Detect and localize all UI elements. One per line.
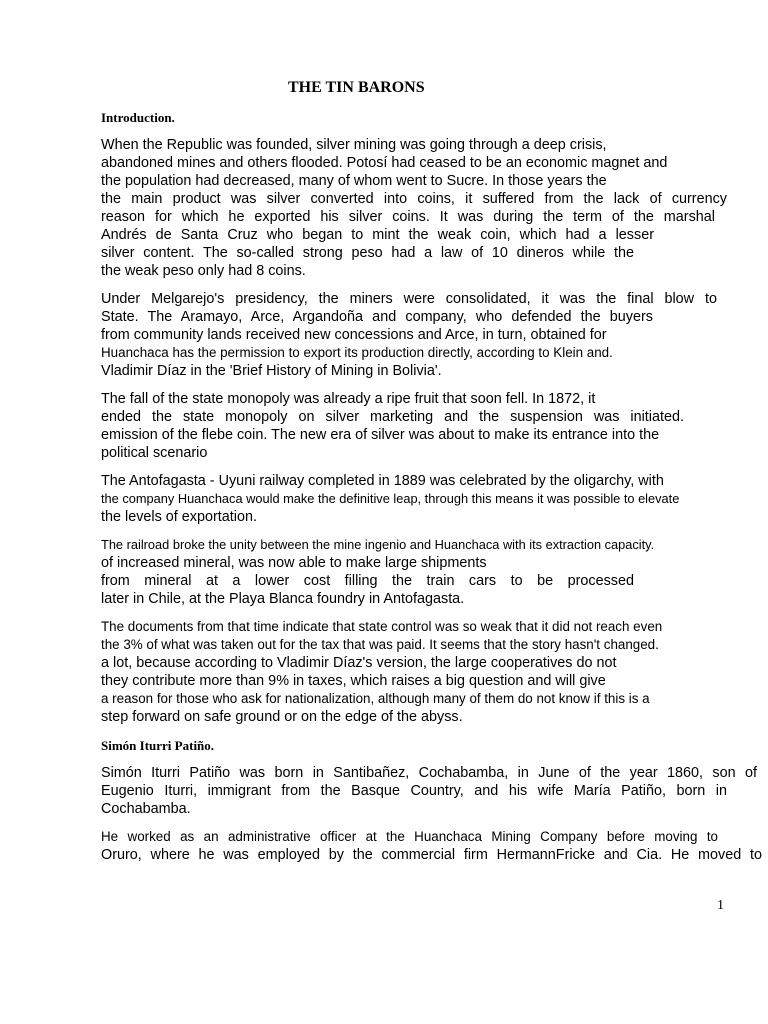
- paragraph-1-line: the weak peso only had 8 coins.: [101, 263, 306, 279]
- page-number: 1: [717, 898, 724, 913]
- paragraph-6-line: they contribute more than 9% in taxes, which raises a big question and will give: [101, 673, 606, 689]
- paragraph-2-line: Huanchaca has the permission to export its production directly, according to Klein and.: [101, 345, 613, 360]
- paragraph-6-line: a lot, because according to Vladimir Díaz's version, the large cooperatives do not: [101, 655, 617, 671]
- document-title: THE TIN BARONS: [288, 79, 425, 96]
- section-heading-introduction: Introduction.: [101, 110, 175, 125]
- paragraph-1-line: the population had decreased, many of whom went to Sucre. In those years the: [101, 173, 607, 189]
- paragraph-3-line: ended the state monopoly on silver marketing and the suspension was initiated.: [101, 409, 684, 425]
- paragraph-5-line: from mineral at a lower cost filling the train cars to be processed: [101, 573, 634, 589]
- paragraph-5-line: later in Chile, at the Playa Blanca foundry in Antofagasta.: [101, 591, 465, 607]
- paragraph-1-line: the main product was silver converted into coins, it suffered from the lack of currency: [101, 191, 727, 207]
- paragraph-7-line: Eugenio Iturri, immigrant from the Basque Country, and his wife María Patiño, born in: [101, 783, 727, 799]
- paragraph-1-line: abandoned mines and others flooded. Potosí had ceased to be an economic magnet and: [101, 155, 668, 171]
- paragraph-4-line: the levels of exportation.: [101, 509, 257, 525]
- paragraph-1-line: silver content. The so-called strong peso had a law of 10 dineros while the: [101, 245, 634, 261]
- paragraph-5-line: of increased mineral, was now able to make large shipments: [101, 555, 487, 571]
- paragraph-2-line: Under Melgarejo's presidency, the miners were consolidated, it was the final blow to: [101, 291, 717, 307]
- paragraph-3-line: emission of the flebe coin. The new era of silver was about to make its entrance into the: [101, 427, 660, 443]
- paragraph-6-line: The documents from that time indicate that state control was so weak that it did not reach even: [101, 619, 663, 634]
- section-heading-simon-iturri-patino: Simón Iturri Patiño.: [101, 738, 215, 753]
- paragraph-3-line: political scenario: [101, 445, 208, 461]
- paragraph-1-line: reason for which he exported his silver coins. It was during the term of the marshal: [101, 209, 715, 225]
- paragraph-2-line: from community lands received new concessions and Arce, in turn, obtained for: [101, 327, 607, 343]
- paragraph-5-line: The railroad broke the unity between the mine ingenio and Huanchaca with its extraction capacity.: [101, 537, 655, 552]
- paragraph-6-line: the 3% of what was taken out for the tax that was paid. It seems that the story hasn't changed.: [101, 637, 659, 652]
- paragraph-1-line: Andrés de Santa Cruz who began to mint the weak coin, which had a lesser: [101, 227, 654, 243]
- paragraph-3-line: The fall of the state monopoly was already a ripe fruit that soon fell. In 1872, it: [101, 391, 596, 407]
- paragraph-6-line: step forward on safe ground or on the edge of the abyss.: [101, 709, 463, 725]
- paragraph-7-line: Simón Iturri Patiño was born in Santibañez, Cochabamba, in June of the year 1860, son of: [101, 765, 757, 781]
- paragraph-2-line: State. The Aramayo, Arce, Argandoña and company, who defended the buyers: [101, 309, 653, 325]
- paragraph-6-line: a reason for those who ask for nationalization, although many of them do not know if this is a: [101, 691, 650, 706]
- paragraph-4-line: the company Huanchaca would make the definitive leap, through this means it was possible to elevate: [101, 491, 680, 506]
- paragraph-1-line: When the Republic was founded, silver mining was going through a deep crisis,: [101, 137, 607, 153]
- paragraph-8-line: He worked as an administrative officer at the Huanchaca Mining Company before moving to: [101, 829, 718, 844]
- paragraph-7-line: Cochabamba.: [101, 801, 191, 817]
- paragraph-4-line: The Antofagasta - Uyuni railway completed in 1889 was celebrated by the oligarchy, with: [101, 473, 664, 489]
- paragraph-8-line: Oruro, where he was employed by the commercial firm HermannFricke and Cia. He moved to: [101, 847, 762, 863]
- paragraph-2-line: Vladimir Díaz in the 'Brief History of Mining in Bolivia'.: [101, 363, 442, 379]
